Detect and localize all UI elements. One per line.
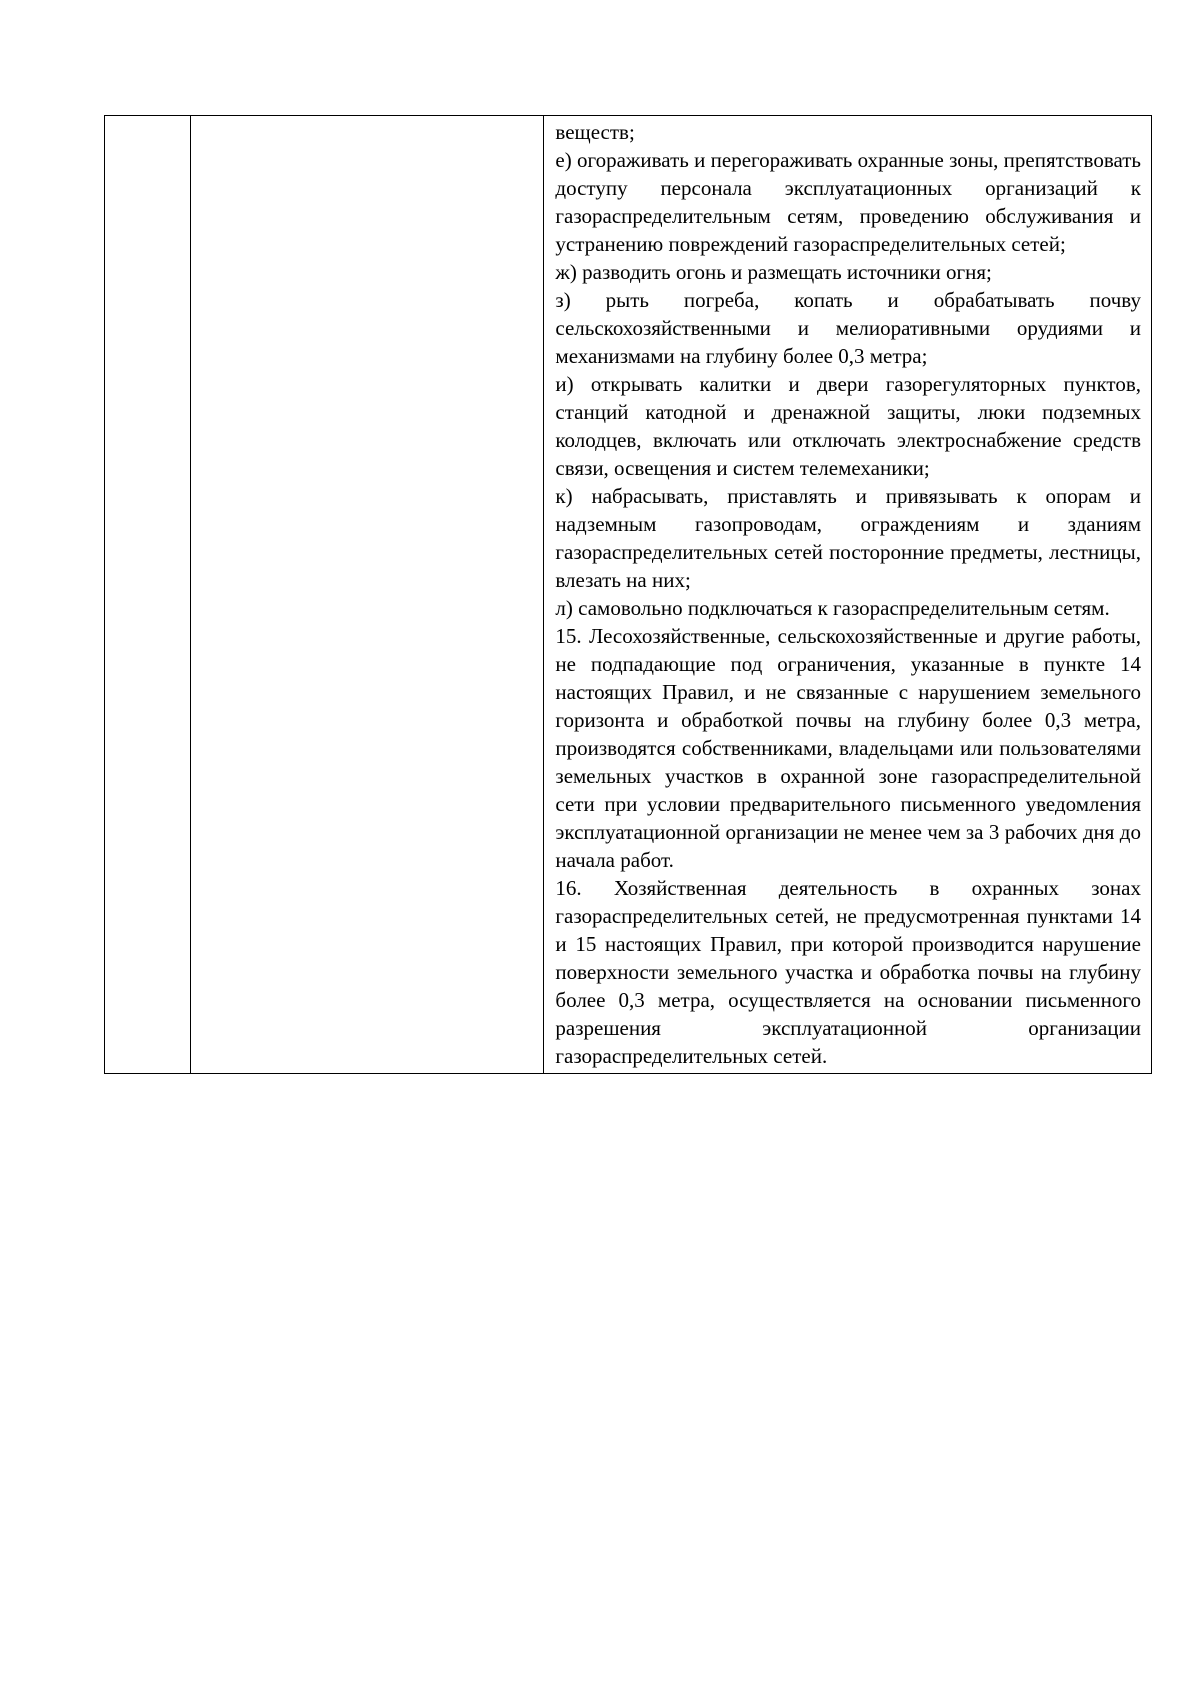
paragraph: 15. Лесохозяйственные, сельскохозяйственные и другие работы, не подпадающие под ограничения, указанные в пункте 14 настоящих Правил, и не связанные с нарушением земельного горизонта и обработкой почвы на глубину более 0,3 метра, производятся собственниками, владельцами или пользователями земельных участков в охранной зоне газораспределительной сети при условии предварительного письменного уведомления эксплуатационной организации не менее чем за 3 рабочих дня до начала работ. (555, 624, 1141, 872)
table-cell-subject (191, 116, 544, 1074)
table-cell-content (544, 116, 1152, 1074)
paragraph: к) набрасывать, приставлять и привязывать к опорам и надземным газопроводам, ограждениям и зданиям газораспределительных сетей посторонние предметы, лестницы, влезать на них; (555, 484, 1141, 592)
paragraph: 16. Хозяйственная деятельность в охранных зонах газораспределительных сетей, не предусмотренная пунктами 14 и 15 настоящих Правил, при которой производится нарушение поверхности земельного участка и обработка почвы на глубину более 0,3 метра, осуществляется на основании письменного разрешения эксплуатационной организации газораспределительных сетей. (555, 876, 1141, 1068)
cell-content-text (544, 116, 1151, 1073)
table-cell-number (105, 116, 191, 1074)
table-row (105, 116, 1152, 1074)
paragraph: и) открывать калитки и двери газорегуляторных пунктов, станций катодной и дренажной защиты, люки подземных колодцев, включать или отключать электроснабжение средств связи, освещения и систем телемеханики; (555, 372, 1141, 480)
cell-subject-text (191, 116, 543, 121)
paragraph: з) рыть погреба, копать и обрабатывать почву сельскохозяйственными и мелиоративными орудиями и механизмами на глубину более 0,3 метра; (555, 288, 1141, 368)
document-table (104, 115, 1152, 1074)
paragraph: ж) разводить огонь и размещать источники огня; (555, 260, 992, 284)
paragraph: е) огораживать и перегораживать охранные зоны, препятствовать доступу персонала эксплуатационных организаций к газораспределительным сетям, проведению обслуживания и устранению повреждений газораспределительных сетей; (555, 148, 1141, 256)
cell-number-text (105, 116, 190, 121)
paragraph: веществ; (555, 120, 635, 144)
paragraph: л) самовольно подключаться к газораспределительным сетям. (555, 596, 1110, 620)
